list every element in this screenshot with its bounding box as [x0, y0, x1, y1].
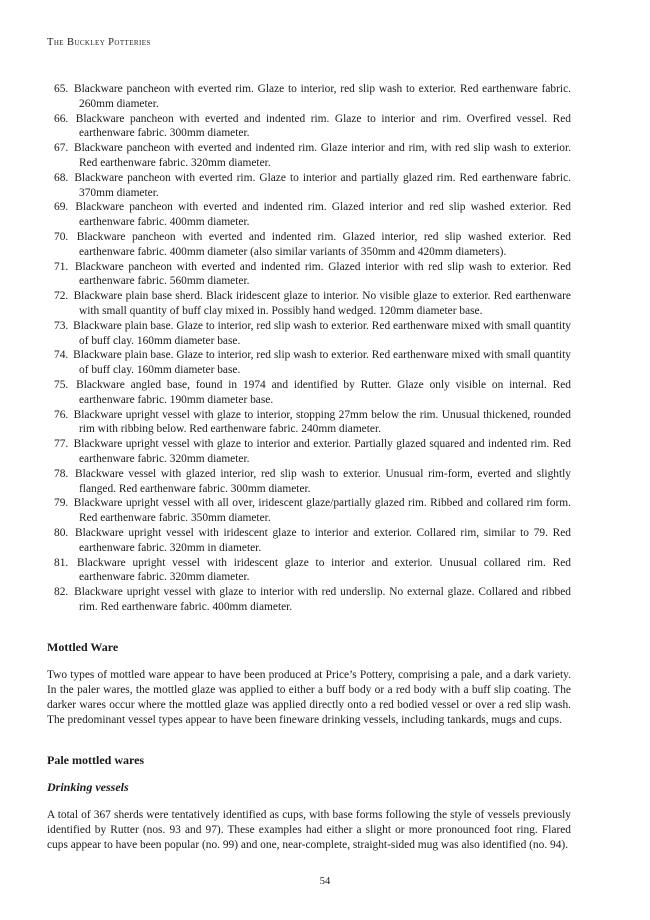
catalogue-entry [47, 112, 571, 142]
catalogue-entry [47, 496, 571, 526]
catalogue-entry-text: Blackware upright vessel with glaze to interior and exterior. Partially glazed squared and indented rim. Red earthenware fabric. 320mm diameter. [73, 438, 571, 465]
catalogue-entry-number: 69. [54, 201, 69, 214]
catalogue-entry [47, 200, 571, 230]
catalogue-entry-text: Blackware pancheon with everted and indented rim. Glaze to interior and rim. Overfired vessel. Red earthenware fabric. 300mm diameter. [75, 112, 571, 140]
running-head: The Buckley Potteries [47, 37, 151, 48]
catalogue-entry-text: Blackware pancheon with everted rim. Glaze to interior, red slip wash to exterior. Red earthenware fabric. 260mm diameter. [74, 83, 571, 110]
catalogue-entry-number: 82. [54, 586, 69, 599]
catalogue-entry-text: Blackware pancheon with everted and indented rim. Glazed interior and red slip washed exterior. Red earthenware fabric. 400mm diameter. [75, 201, 571, 229]
catalogue-entry [47, 408, 571, 438]
page-number: 54 [319, 876, 331, 887]
subheading-drinking-vessels: Drinking vessels [47, 780, 129, 794]
mottled-ware-paragraph: Two types of mottled ware appear to have been produced at Price’s Pottery, comprising a pale, and a dark variety. In the paler wares, the mottled glaze was applied to either a buff body or a red body with a buff slip coating. The darker wares occur where the mottled glaze was applied directly onto a red bodied vessel or over a red slip wash. The predominant vessel types appear to have been fineware drinking vessels, including tankards, mugs and cups. [47, 669, 571, 726]
catalogue-entry-text: Blackware plain base sherd. Black iridescent glaze to interior. No visible glaze to exterior. Red earthenware with small quantity of buff clay mixed in. Possibly hand wedged. 120mm diameter base. [73, 290, 571, 317]
catalogue-entry [47, 171, 571, 201]
catalogue-entry-number: 71. [54, 260, 69, 273]
catalogue-entry-text: Blackware vessel with glazed interior, red slip wash to exterior. Unusual rim-form, everted and slightly flanged. Red earthenware fabric. 300mm diameter. [74, 467, 571, 495]
catalogue-entry [47, 378, 571, 408]
section-heading-mottled-ware: Mottled Ware [47, 640, 119, 654]
catalogue-entry [47, 82, 571, 112]
catalogue-entry [47, 556, 571, 586]
catalogue-entry [47, 526, 571, 556]
catalogue-entry-number: 65. [54, 83, 69, 95]
catalogue-entry-number: 67. [54, 142, 69, 155]
catalogue-entry-number: 66. [54, 112, 69, 125]
catalogue-entry [47, 141, 571, 171]
catalogue-entry-text: Blackware pancheon with everted rim. Glaze to interior and partially glazed rim. Red earthenware fabric. 370mm diameter. [74, 171, 571, 199]
catalogue-entry [47, 289, 571, 319]
catalogue-entry-text: Blackware pancheon with everted and indented rim. Glaze interior and rim, with red slip wash to exterior. Red earthenware fabric. 320mm diameter. [74, 142, 571, 169]
catalogue-entry-number: 73. [54, 319, 69, 332]
catalogue-entry [47, 230, 571, 260]
catalogue-entry [47, 585, 571, 615]
catalogue-entry [47, 467, 571, 497]
catalogue-entry [47, 260, 571, 290]
catalogue-entry-text: Blackware plain base. Glaze to interior, red slip wash to exterior. Red earthenware mixed with small quantity of buff clay. 160mm diameter base. [73, 349, 571, 377]
catalogue-entry [47, 319, 571, 349]
catalogue-entry [47, 348, 571, 378]
catalogue-entry-number: 74. [54, 349, 69, 362]
catalogue-entry-text: Blackware upright vessel with iridescent glaze to interior and exterior. Unusual collared rim. Red earthenware fabric. 320mm diameter. [77, 556, 571, 584]
catalogue-entry-number: 79. [54, 497, 69, 510]
catalogue-entry-text: Blackware upright vessel with glaze to interior, stopping 27mm below the rim. Unusual thickened, rounded rim with ribbing below. Red earthenware fabric. 240mm diameter. [73, 408, 571, 436]
catalogue-entry-number: 70. [54, 230, 69, 243]
catalogue-entry-number: 75. [54, 378, 69, 391]
catalogue-entry-text: Blackware upright vessel with all over, iridescent glaze/partially glazed rim. Ribbed and collared rim form. Red earthenware fabric. 350mm diameter. [73, 497, 571, 525]
catalogue-entry-number: 68. [54, 171, 69, 184]
catalogue-entry-text: Blackware upright vessel with iridescent glaze to interior and exterior. Collared rim, similar to 79. Red earthenware fabric. 320mm in diameter. [74, 526, 571, 554]
catalogue-entry-text: Blackware upright vessel with glaze to interior with red underslip. No external glaze. Collared and ribbed rim. Red earthenware fabric. 400mm diameter. [74, 586, 571, 613]
catalogue-entry-text: Blackware pancheon with everted and indented rim. Glazed interior, red slip washed exterior. Red earthenware fabric. 400mm diameter (also similar variants of 350mm and 420mm diameters). [76, 230, 571, 258]
catalogue-entry-number: 72. [54, 290, 69, 303]
catalogue-entry-text: Blackware angled base, found in 1974 and identified by Rutter. Glaze only visible on internal. Red earthenware fabric. 190mm diameter base. [76, 378, 571, 406]
catalogue-entry-text: Blackware plain base. Glaze to interior, red slip wash to exterior. Red earthenware mixed with small quantity of buff clay. 160mm diameter base. [73, 319, 571, 347]
catalogue-entry-number: 80. [54, 526, 69, 539]
drinking-vessels-paragraph: A total of 367 sherds were tentatively identified as cups, with base forms following the style of vessels previously identified by Rutter (nos. 93 and 97). These examples had either a slight or more pronounced foot ring. Flared cups appear to have been popular (no. 99) and one, near-complete, straight-sided mug was also identified (no. 94). [47, 809, 571, 851]
catalogue-entry-number: 76. [54, 408, 69, 421]
section-heading-pale-mottled-wares: Pale mottled wares [47, 753, 145, 767]
catalogue-entry-text: Blackware pancheon with everted and indented rim. Glazed interior with red slip wash to exterior. Red earthenware fabric. 560mm diameter. [74, 260, 571, 288]
catalogue-entry-number: 77. [54, 438, 69, 451]
catalogue-entry [47, 437, 571, 467]
catalogue-entry-number: 81. [54, 556, 69, 569]
catalogue-list [47, 82, 571, 615]
catalogue-entry-number: 78. [54, 467, 69, 480]
